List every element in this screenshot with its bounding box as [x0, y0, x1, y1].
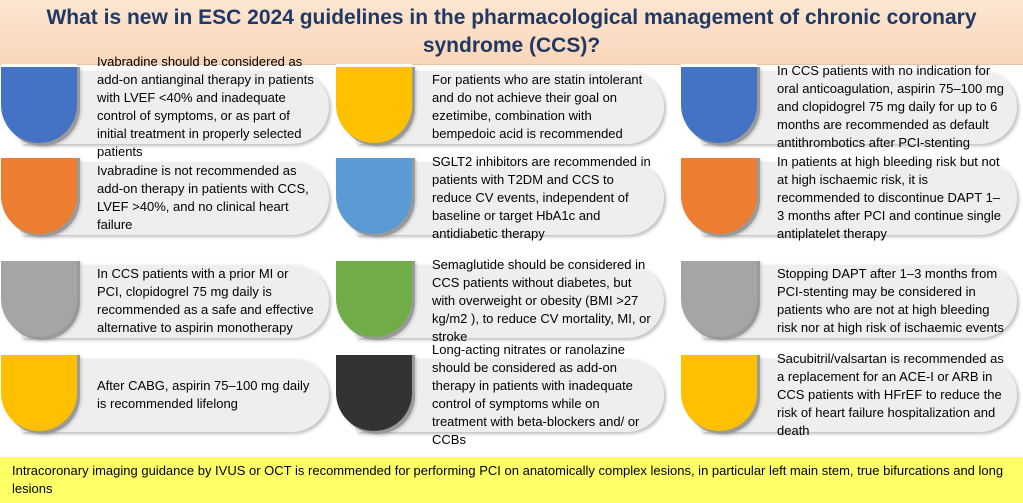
half-circle-marker	[1, 64, 77, 143]
guideline-card	[1, 352, 329, 436]
half-circle-marker	[336, 155, 412, 234]
guideline-card	[1, 155, 329, 239]
card-text: In CCS patients with no indication for oral anticoagulation, aspirin 75–100 mg and clopidogrel 75 mg daily for up to 6 months are recommended as default antithrombotics after PCI-stenting	[777, 63, 1004, 150]
half-circle-marker	[336, 64, 412, 143]
guideline-card	[681, 155, 1017, 239]
half-circle-marker	[681, 258, 757, 337]
card-text: SGLT2 inhibitors are recommended in patients with T2DM and CCS to reduce CV events, independent of baseline or target HbA1c and antidiabetic therapy	[432, 154, 651, 241]
card-text: Long-acting nitrates or ranolazine should be considered as add-on therapy in patients with inadequate control of symptoms while on treatment with beta-blockers and/ or CCBs	[432, 342, 640, 447]
guideline-card	[681, 258, 1017, 342]
half-circle-marker	[681, 155, 757, 234]
card-text: Sacubitril/valsartan is recommended as a replacement for an ACE-I or ARB in CCS patients with HFrEF to reduce the risk of heart failure hospitalization and death	[777, 351, 1004, 438]
page-title: What is new in ESC 2024 guidelines in the pharmacological management of chronic coronary syndrome (CCS)?	[46, 6, 977, 57]
guideline-card	[336, 342, 664, 447]
card-text: add-on antianginal therapy in patients with LVEF <40% and inadequate control of symptoms, or as part of initial treatment in properly selected patients	[97, 72, 314, 159]
guideline-card	[336, 258, 664, 342]
half-circle-marker	[336, 258, 412, 337]
guideline-card	[1, 258, 329, 342]
half-circle-marker	[681, 352, 757, 431]
card-text: Ivabradine is not recommended as add-on therapy in patients with CCS, LVEF >40%, and no clinical heart failure	[97, 163, 309, 232]
card-text: After CABG, aspirin 75–100 mg daily is recommended lifelong	[97, 378, 310, 411]
footer-note: Intracoronary imaging guidance by IVUS or OCT is recommended for performing PCI on anatomically complex lesions, in particular left main stem, true bifurcations and long lesions	[0, 457, 1023, 503]
half-circle-marker	[336, 352, 412, 431]
guideline-card	[681, 64, 1017, 148]
half-circle-marker	[1, 258, 77, 337]
card-text: In patients at high bleeding risk but not at high ischaemic risk, it is recommended to discontinue DAPT 1–3 months after PCI and continue single antiplatelet therapy	[777, 154, 1002, 241]
card-text: Stopping DAPT after 1–3 months from PCI-stenting may be considered in patients who are not at high bleeding risk nor at high risk of ischaemic events	[777, 266, 1004, 335]
half-circle-marker	[681, 64, 757, 143]
card-text: In CCS patients with a prior MI or PCI, clopidogrel 75 mg daily is recommended as a safe and effective alternative to aspirin monotherapy	[97, 266, 314, 335]
guideline-card	[1, 64, 329, 159]
guideline-card	[681, 352, 1017, 436]
half-circle-marker	[1, 352, 77, 431]
card-text: Semaglutide should be considered in CCS patients without diabetes, but with overweight or obesity (BMI >27 kg/m2 ), to reduce CV mortality, MI, or stroke	[432, 257, 651, 344]
card-text: For patients who are statin intolerant and do not achieve their goal on ezetimibe, combination with bempedoic acid is recommended	[432, 72, 643, 141]
guideline-card	[336, 64, 664, 148]
guideline-card	[336, 155, 664, 239]
half-circle-marker	[1, 155, 77, 234]
